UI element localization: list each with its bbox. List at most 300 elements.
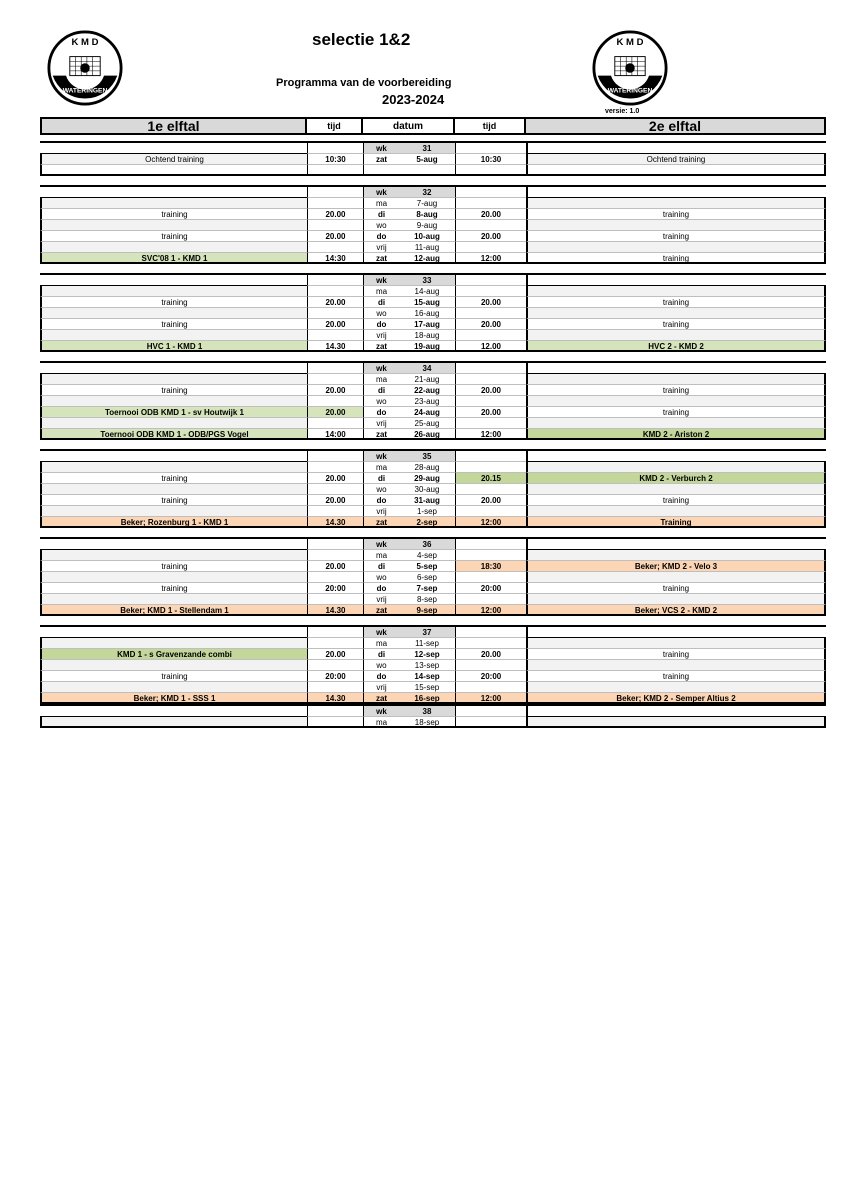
schedule-row [40, 319, 826, 330]
team2-activity: training [526, 319, 826, 330]
team1-activity [40, 572, 307, 583]
schedule-row [40, 583, 826, 594]
date-value: 30-aug [399, 484, 455, 495]
team2-time [455, 374, 526, 385]
day-name: vrij [363, 594, 399, 605]
team1-activity: training [40, 671, 307, 682]
team2-time [455, 594, 526, 605]
header-team1: 1e elftal [40, 117, 307, 135]
schedule-row [40, 605, 826, 616]
team2-activity: Beker; VCS 2 - KMD 2 [526, 605, 826, 616]
schedule-table [40, 141, 826, 737]
week-spacer-tijd [307, 627, 363, 638]
week-label: wk [363, 187, 399, 198]
team2-time: 20.00 [455, 407, 526, 418]
schedule-row [40, 374, 826, 385]
team1-activity: KMD 1 - s Gravenzande combi [40, 649, 307, 660]
date-value: 24-aug [399, 407, 455, 418]
team2-activity: training [526, 385, 826, 396]
day-name: vrij [363, 330, 399, 341]
schedule-row [40, 495, 826, 506]
team2-time [455, 330, 526, 341]
team2-time: 10:30 [455, 154, 526, 165]
day-name: ma [363, 638, 399, 649]
week-block [40, 185, 826, 264]
team2-time: 12:00 [455, 253, 526, 264]
schedule-row [40, 473, 826, 484]
team1-time [307, 638, 363, 649]
date-value: 12-sep [399, 649, 455, 660]
team2-activity: training [526, 495, 826, 506]
team2-activity [526, 594, 826, 605]
team2-activity: training [526, 583, 826, 594]
team2-time [455, 717, 526, 728]
day-name: ma [363, 286, 399, 297]
date-value: 19-aug [399, 341, 455, 352]
date-value: 11-aug [399, 242, 455, 253]
date-value: 18-sep [399, 717, 455, 728]
header-datum: datum [363, 117, 455, 135]
week-spacer-left [40, 451, 307, 462]
team1-time [307, 484, 363, 495]
team1-time [307, 462, 363, 473]
date-value: 4-sep [399, 550, 455, 561]
day-name: zat [363, 605, 399, 616]
team1-time: 14.30 [307, 693, 363, 704]
team2-time: 20.00 [455, 495, 526, 506]
page-subtitle: Programma van de voorbereiding [276, 77, 452, 89]
day-name: do [363, 231, 399, 242]
schedule-row [40, 242, 826, 253]
team2-activity [526, 242, 826, 253]
week-block [40, 449, 826, 528]
team2-time: 12:00 [455, 517, 526, 528]
team2-time [455, 506, 526, 517]
team2-time [455, 286, 526, 297]
header-team2: 2e elftal [526, 117, 826, 135]
date-value: 28-aug [399, 462, 455, 473]
schedule-row [40, 407, 826, 418]
team2-activity: Ochtend training [526, 154, 826, 165]
schedule-row [40, 385, 826, 396]
team2-activity [526, 418, 826, 429]
week-label: wk [363, 539, 399, 550]
team1-time: 14:00 [307, 429, 363, 440]
season-label: 2023-2024 [382, 92, 445, 107]
week-block [40, 537, 826, 616]
week-header-row [40, 706, 826, 717]
version-label: versie: 1.0 [605, 108, 640, 115]
week-number: 32 [399, 187, 455, 198]
team1-time: 20.00 [307, 649, 363, 660]
schedule-row [40, 550, 826, 561]
date-value: 26-aug [399, 429, 455, 440]
team1-time: 14:30 [307, 253, 363, 264]
date-value: 9-sep [399, 605, 455, 616]
schedule-row [40, 484, 826, 495]
week-spacer-tijd2 [455, 451, 526, 462]
schedule-row [40, 517, 826, 528]
date-value: 25-aug [399, 418, 455, 429]
team2-time [455, 550, 526, 561]
date-value: 2-sep [399, 517, 455, 528]
week-spacer-tijd2 [455, 143, 526, 154]
date-value: 17-aug [399, 319, 455, 330]
team2-time [455, 418, 526, 429]
week-number: 33 [399, 275, 455, 286]
date-value: 15-aug [399, 297, 455, 308]
week-header-row [40, 539, 826, 550]
team1-time [307, 165, 363, 176]
date-value: 15-sep [399, 682, 455, 693]
team2-time: 18:30 [455, 561, 526, 572]
week-spacer-left [40, 627, 307, 638]
day-name: do [363, 495, 399, 506]
day-name: zat [363, 253, 399, 264]
kmd-logo-right [592, 30, 668, 106]
team2-time: 20:00 [455, 583, 526, 594]
week-block [40, 704, 826, 728]
team2-activity [526, 550, 826, 561]
day-name: zat [363, 341, 399, 352]
team2-activity [526, 330, 826, 341]
schedule-row [40, 253, 826, 264]
team1-time: 14.30 [307, 341, 363, 352]
team1-time [307, 308, 363, 319]
team2-activity [526, 165, 826, 176]
week-block [40, 273, 826, 352]
week-header-row [40, 143, 826, 154]
team1-time: 20.00 [307, 231, 363, 242]
schedule-row [40, 693, 826, 704]
day-name: do [363, 407, 399, 418]
team2-activity [526, 462, 826, 473]
team1-activity [40, 220, 307, 231]
schedule-row [40, 671, 826, 682]
team1-activity [40, 242, 307, 253]
schedule-row [40, 154, 826, 165]
day-name: do [363, 671, 399, 682]
header-tijd1: tijd [307, 117, 363, 135]
week-spacer-right [526, 143, 826, 154]
schedule-row [40, 717, 826, 728]
date-value: 11-sep [399, 638, 455, 649]
team2-activity [526, 682, 826, 693]
week-block [40, 625, 826, 704]
day-name: zat [363, 693, 399, 704]
date-value: 8-aug [399, 209, 455, 220]
team2-time: 20.00 [455, 209, 526, 220]
team1-activity [40, 638, 307, 649]
date-value: 10-aug [399, 231, 455, 242]
team1-activity: training [40, 231, 307, 242]
week-block [40, 141, 826, 176]
week-label: wk [363, 275, 399, 286]
week-number: 35 [399, 451, 455, 462]
day-name: do [363, 319, 399, 330]
team1-activity [40, 418, 307, 429]
schedule-row [40, 209, 826, 220]
day-name: ma [363, 198, 399, 209]
week-spacer-right [526, 187, 826, 198]
week-spacer-left [40, 275, 307, 286]
team1-time: 14.30 [307, 517, 363, 528]
week-number: 31 [399, 143, 455, 154]
week-number: 34 [399, 363, 455, 374]
day-name: ma [363, 717, 399, 728]
schedule-row [40, 165, 826, 176]
team2-activity [526, 220, 826, 231]
date-value: 12-aug [399, 253, 455, 264]
team1-time: 20.00 [307, 473, 363, 484]
team1-activity: Beker; Rozenburg 1 - KMD 1 [40, 517, 307, 528]
schedule-row [40, 594, 826, 605]
team1-time: 14.30 [307, 605, 363, 616]
team1-activity [40, 396, 307, 407]
week-header-row [40, 187, 826, 198]
team2-activity: HVC 2 - KMD 2 [526, 341, 826, 352]
date-value: 14-aug [399, 286, 455, 297]
schedule-row [40, 572, 826, 583]
team1-activity [40, 660, 307, 671]
team2-activity [526, 374, 826, 385]
day-name: wo [363, 220, 399, 231]
team1-time [307, 286, 363, 297]
team2-activity [526, 198, 826, 209]
team2-time: 20.00 [455, 231, 526, 242]
team1-time: 20.00 [307, 407, 363, 418]
day-name: ma [363, 550, 399, 561]
week-spacer-tijd2 [455, 539, 526, 550]
team1-time [307, 396, 363, 407]
date-value: 29-aug [399, 473, 455, 484]
team1-activity: training [40, 319, 307, 330]
team2-time [455, 682, 526, 693]
week-spacer-right [526, 363, 826, 374]
schedule-row [40, 462, 826, 473]
team2-activity [526, 717, 826, 728]
team2-activity: training [526, 231, 826, 242]
date-value: 7-sep [399, 583, 455, 594]
week-spacer-tijd2 [455, 627, 526, 638]
team1-activity: SVC'08 1 - KMD 1 [40, 253, 307, 264]
team2-activity [526, 638, 826, 649]
team2-time: 12:00 [455, 605, 526, 616]
team2-time: 12:00 [455, 429, 526, 440]
team1-activity [40, 462, 307, 473]
team2-activity: training [526, 649, 826, 660]
team1-activity: Ochtend training [40, 154, 307, 165]
week-label: wk [363, 451, 399, 462]
schedule-row [40, 286, 826, 297]
day-name: di [363, 209, 399, 220]
team2-time: 12.00 [455, 341, 526, 352]
schedule-row [40, 297, 826, 308]
team1-activity [40, 308, 307, 319]
team1-activity [40, 374, 307, 385]
svg-text:WATERINGEN: WATERINGEN [62, 87, 108, 95]
day-name: do [363, 583, 399, 594]
day-name: zat [363, 154, 399, 165]
team1-activity: training [40, 473, 307, 484]
team2-activity: training [526, 253, 826, 264]
team1-activity: Toernooi ODB KMD 1 - sv Houtwijk 1 [40, 407, 307, 418]
team1-activity [40, 330, 307, 341]
day-name: di [363, 473, 399, 484]
schedule-row [40, 308, 826, 319]
team2-time: 12:00 [455, 693, 526, 704]
team2-activity [526, 484, 826, 495]
team1-activity [40, 717, 307, 728]
week-number: 36 [399, 539, 455, 550]
team1-activity: Beker; KMD 1 - SSS 1 [40, 693, 307, 704]
team2-time: 20.00 [455, 297, 526, 308]
date-value: 7-aug [399, 198, 455, 209]
team1-time [307, 242, 363, 253]
team2-activity: KMD 2 - Verburch 2 [526, 473, 826, 484]
schedule-row [40, 429, 826, 440]
day-name: wo [363, 396, 399, 407]
date-value: 5-sep [399, 561, 455, 572]
team1-time: 20.00 [307, 495, 363, 506]
team2-activity [526, 660, 826, 671]
date-value: 14-sep [399, 671, 455, 682]
date-value: 23-aug [399, 396, 455, 407]
week-spacer-tijd [307, 706, 363, 717]
team2-activity: training [526, 209, 826, 220]
team2-time [455, 638, 526, 649]
team1-activity [40, 594, 307, 605]
week-label: wk [363, 627, 399, 638]
schedule-row [40, 330, 826, 341]
page-title: selectie 1&2 [312, 30, 411, 49]
date-value: 21-aug [399, 374, 455, 385]
schedule-row [40, 682, 826, 693]
team1-time: 20.00 [307, 319, 363, 330]
day-name: vrij [363, 682, 399, 693]
day-name: wo [363, 484, 399, 495]
team1-activity: training [40, 583, 307, 594]
day-name: ma [363, 374, 399, 385]
week-spacer-left [40, 143, 307, 154]
week-header-row [40, 451, 826, 462]
week-spacer-right [526, 706, 826, 717]
team2-time [455, 572, 526, 583]
day-name: wo [363, 572, 399, 583]
team2-activity [526, 572, 826, 583]
team1-time [307, 374, 363, 385]
date-value: 5-aug [399, 154, 455, 165]
team2-activity: Beker; KMD 2 - Velo 3 [526, 561, 826, 572]
week-header-row [40, 275, 826, 286]
team2-activity: Beker; KMD 2 - Semper Altius 2 [526, 693, 826, 704]
team1-time [307, 220, 363, 231]
week-spacer-tijd [307, 275, 363, 286]
team1-time [307, 418, 363, 429]
week-spacer-tijd2 [455, 275, 526, 286]
week-spacer-left [40, 187, 307, 198]
team1-activity: HVC 1 - KMD 1 [40, 341, 307, 352]
team2-time [455, 660, 526, 671]
team2-time: 20.00 [455, 649, 526, 660]
team1-time [307, 550, 363, 561]
team2-time [455, 462, 526, 473]
schedule-row [40, 231, 826, 242]
week-spacer-left [40, 706, 307, 717]
week-header-row [40, 363, 826, 374]
team2-time: 20.00 [455, 319, 526, 330]
team1-activity: training [40, 561, 307, 572]
team1-time [307, 717, 363, 728]
team2-time: 20.00 [455, 385, 526, 396]
team1-time [307, 594, 363, 605]
week-spacer-tijd [307, 539, 363, 550]
team1-time [307, 330, 363, 341]
day-name [363, 165, 399, 176]
team1-activity: training [40, 385, 307, 396]
team2-activity: training [526, 407, 826, 418]
week-spacer-tijd2 [455, 363, 526, 374]
team2-time [455, 220, 526, 231]
day-name: di [363, 385, 399, 396]
schedule-row [40, 561, 826, 572]
team2-time [455, 198, 526, 209]
team1-activity [40, 484, 307, 495]
date-value: 1-sep [399, 506, 455, 517]
team1-time: 20.00 [307, 385, 363, 396]
team2-activity: Training [526, 517, 826, 528]
day-name: vrij [363, 418, 399, 429]
team2-activity [526, 506, 826, 517]
team1-time [307, 660, 363, 671]
team2-activity [526, 308, 826, 319]
schedule-row [40, 649, 826, 660]
team1-activity [40, 550, 307, 561]
date-value [399, 165, 455, 176]
week-spacer-right [526, 539, 826, 550]
week-spacer-left [40, 363, 307, 374]
date-value: 16-aug [399, 308, 455, 319]
date-value: 9-aug [399, 220, 455, 231]
team2-time [455, 308, 526, 319]
schedule-row [40, 638, 826, 649]
svg-text:K M D: K M D [71, 37, 99, 49]
date-value: 6-sep [399, 572, 455, 583]
week-spacer-right [526, 451, 826, 462]
week-spacer-left [40, 539, 307, 550]
week-spacer-tijd [307, 143, 363, 154]
date-value: 18-aug [399, 330, 455, 341]
column-header-row [40, 117, 826, 135]
day-name: vrij [363, 506, 399, 517]
week-label: wk [363, 143, 399, 154]
team1-time: 20:00 [307, 583, 363, 594]
team2-activity [526, 396, 826, 407]
day-name: di [363, 561, 399, 572]
week-label: wk [363, 363, 399, 374]
team2-time [455, 242, 526, 253]
team1-activity [40, 165, 307, 176]
team1-time [307, 572, 363, 583]
team2-time: 20.15 [455, 473, 526, 484]
team2-time [455, 396, 526, 407]
kmd-logo-left [47, 30, 123, 106]
week-number: 37 [399, 627, 455, 638]
day-name: di [363, 649, 399, 660]
svg-text:K M D: K M D [616, 37, 644, 49]
day-name: zat [363, 517, 399, 528]
date-value: 16-sep [399, 693, 455, 704]
